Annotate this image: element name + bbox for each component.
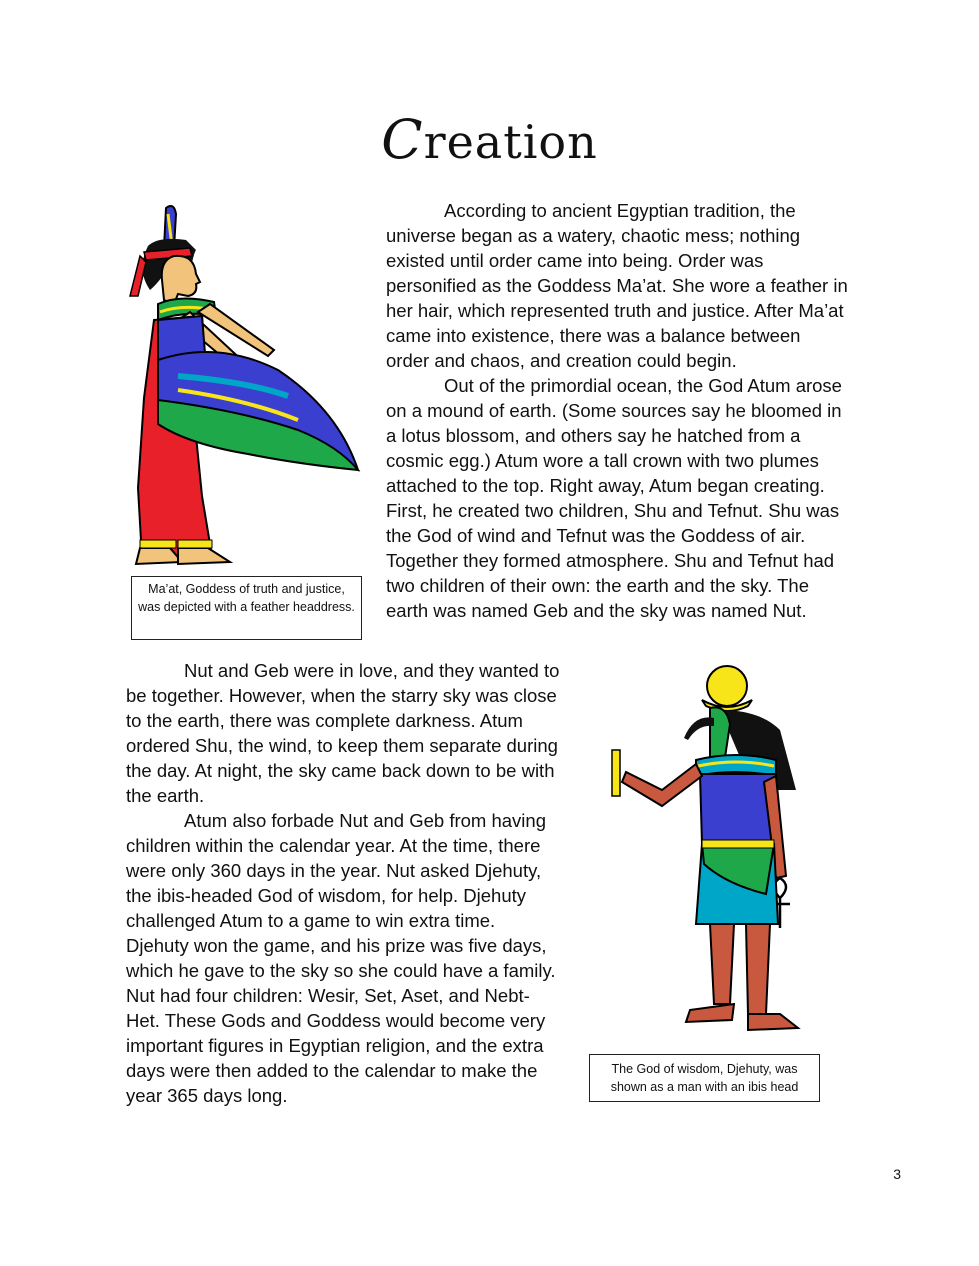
paragraph: Nut and Geb were in love, and they wanted to be together. However, when the starry sky was close to the earth, there was complete darkness. Atum ordered Shu, the wind, to keep them separate during the day. At night, the sky came back down to be with the earth.: [126, 660, 560, 806]
paragraph: According to ancient Egyptian tradition, the universe began as a watery, chaotic mess; nothing existed until order came into being. Order was personified as the Goddess Ma’at. She wore a feather in her hair, which represented truth and justice. After Ma’at came into existence, there was a balance between order and chaos, and creation could begin.: [386, 200, 848, 371]
paragraph: Out of the primordial ocean, the God Atum arose on a mound of earth. (Some sources say he bloomed in a lotus blossom, and others say he hatched from a cosmic egg.) Atum wore a tall crown with two plumes attached to the top. Right away, Atum began creating. First, he created two children, Shu and Tefnut. Shu was the God of wind and Tefnut was the Goddess of air. Together they formed atmosphere. Shu and Tefnut had two children of their own: the earth and the sky. The earth was named Geb and the sky was named Nut.: [386, 375, 842, 621]
maat-illustration: [118, 200, 368, 572]
maat-caption: Ma’at, Goddess of truth and justice, was depicted with a feather headdress.: [131, 576, 362, 640]
sun-disk-icon: [707, 666, 747, 706]
story-bottom-block: [126, 658, 562, 1108]
djehuty-caption: The God of wisdom, Djehuty, was shown as a man with an ibis head: [589, 1054, 820, 1102]
story-top-block: [386, 198, 848, 623]
djehuty-illustration: [590, 660, 820, 1035]
paragraph: Atum also forbade Nut and Geb from having children within the calendar year. At the time, there were only 360 days in the year. Nut asked Djehuty, the ibis-headed God of wisdom, for help. Djehuty challenged Atum to a game to win extra time. Djehuty won the game, and his prize was five days, which he gave to the sky so she could have a family. Nut had four children: Wesir, Set, Aset, and Nebt-Het. These Gods and Goddess would become very important figures in Egyptian religion, and the extra days were then added to the calendar to make the year 365 days long.: [126, 810, 556, 1106]
page-title: Creation: [381, 108, 598, 171]
page-number: 3: [893, 1166, 901, 1182]
